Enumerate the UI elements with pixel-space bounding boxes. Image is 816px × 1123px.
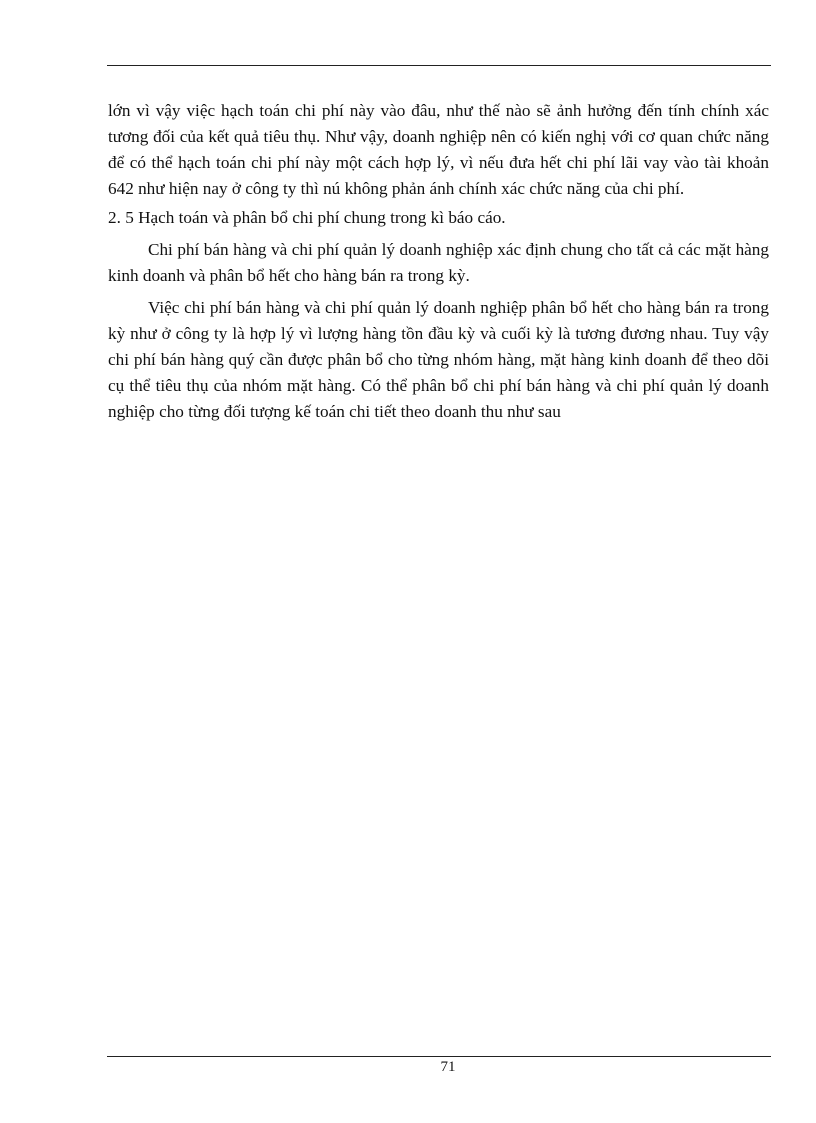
- document-body: [108, 98, 769, 425]
- paragraph-continuation: lớn vì vậy việc hạch toán chi phí này vào đâu, như thế nào sẽ ảnh hưởng đến tính chính xác tương đối của kết quả tiêu thụ. Như vậy, doanh nghiệp nên có kiến nghị với cơ quan chức năng để có thể hạch toán chi phí này một cách hợp lý, vì nếu đưa hết chi phí lãi vay vào tài khoản 642 như hiện nay ở công ty thì nú không phản ánh chính xác chức năng của chi phí.: [108, 101, 769, 198]
- page-number: 71: [440, 1059, 456, 1075]
- paragraph-allocation-method: Việc chi phí bán hàng và chi phí quản lý doanh nghiệp phân bổ hết cho hàng bán ra trong kỳ như ở công ty là hợp lý vì lượng hàng tồn đầu kỳ và cuối kỳ là tương đương nhau. Tuy vậy chi phí bán hàng quý cần được phân bổ cho từng nhóm hàng, mặt hàng kinh doanh để theo dõi cụ thể tiêu thụ của nhóm mặt hàng. Có thể phân bổ chi phí bán hàng và chi phí quản lý doanh nghiệp cho từng đối tượng kế toán chi tiết theo doanh thu như sau: [108, 298, 769, 421]
- header-rule: [107, 65, 771, 66]
- section-heading: 2. 5 Hạch toán và phân bổ chi phí chung trong kì báo cáo.: [108, 208, 506, 227]
- footer-rule: [107, 1056, 771, 1057]
- paragraph-cost-allocation: Chi phí bán hàng và chi phí quản lý doanh nghiệp xác định chung cho tất cả các mặt hàng kinh doanh và phân bổ hết cho hàng bán ra trong kỳ.: [108, 240, 769, 285]
